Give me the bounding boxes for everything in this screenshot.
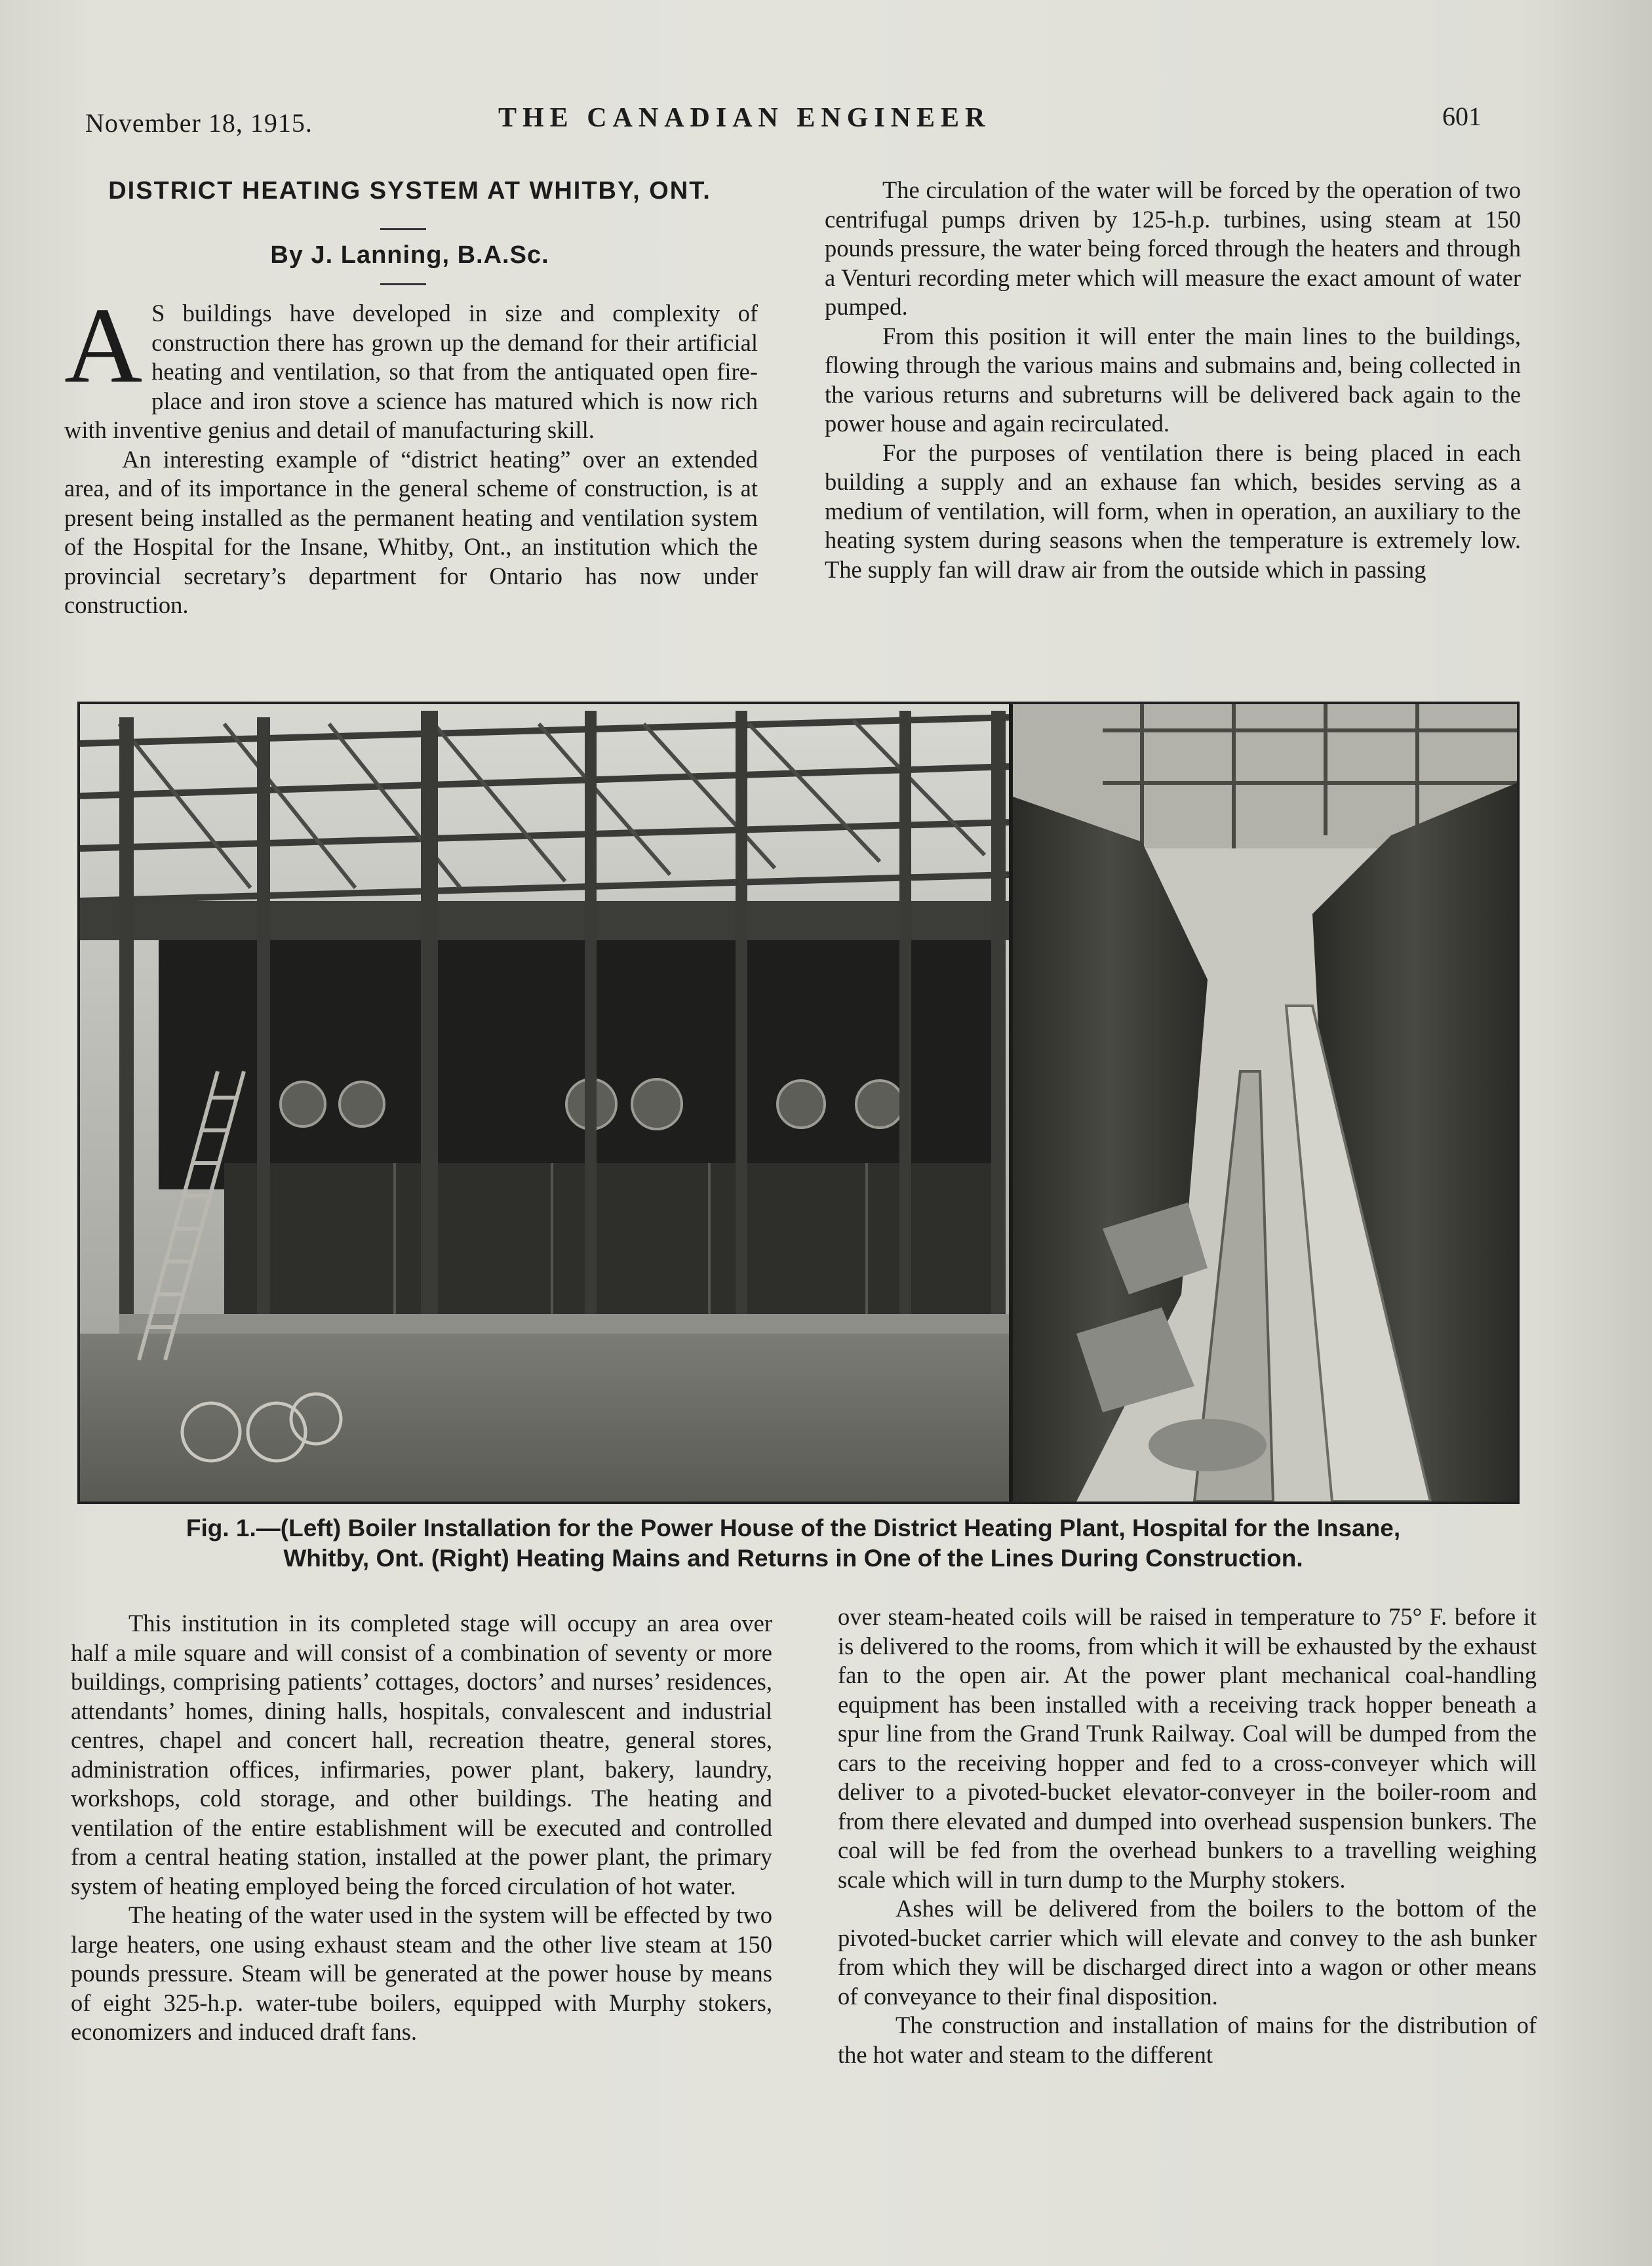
lower-right-paragraph-3: The construction and installation of mains for the distribution of the hot water and steam to the different [838, 2012, 1537, 2068]
drop-cap: A [64, 285, 143, 405]
page-number: 601 [1442, 102, 1482, 131]
right-top-column [825, 176, 1521, 584]
running-head [85, 98, 1495, 144]
intro-paragraph-2: An interesting example of “district heating” over an extended area, and of its importance in the general scheme of construction, is at present being installed as the permanent heating and ventilation system of the Hospital for the Insane, Whitby, Ont., an institution which the provincial secretary’s department for Ontario has now under construction. [64, 445, 758, 618]
article-title: DISTRICT HEATING SYSTEM AT WHITBY, ONT. [108, 177, 711, 205]
byline: By J. Lanning, B.A.Sc. [270, 241, 549, 269]
title-rule [380, 228, 426, 230]
byline-rule [380, 283, 426, 285]
journal-title: THE CANADIAN ENGINEER [498, 103, 991, 133]
boiler-and-trench-photo [80, 704, 1517, 1501]
lower-right-column [838, 1602, 1537, 2069]
issue-date: November 18, 1915. [85, 108, 313, 138]
lower-right-paragraph-1: over steam-heated coils will be raised in temperature to 75° F. before it is delivered to the rooms, from which it will be exhausted by the exhaust fan to the open air. At the power plant mechanical coal-handling equipment has been installed with a receiving track hopper beneath a spur line from the Grand Trunk Railway. Coal will be dumped from the cars to the receiving hopper and fed to a cross-conveyer which will deliver to a pivoted-bucket elevator-conveyer in the boiler-room and from there elevated and dumped into overhead suspension bunkers. The coal will be fed from the overhead bunkers to a travelling weighing scale which will in turn dump to the Murphy stokers. [838, 1603, 1537, 1893]
lower-left-column [71, 1609, 772, 2047]
figure-caption-line-2: Whitby, Ont. (Right) Heating Mains and Returns in One of the Lines During Construction. [283, 1545, 1303, 1572]
figure-photograph [77, 702, 1520, 1504]
lower-right-paragraph-2: Ashes will be delivered from the boilers to the bottom of the pivoted-bucket carrier which will elevate and convey to the ash bunker from which they will be discharged direct into a wagon or other means of conveyance to their final disposition. [838, 1895, 1537, 2010]
lower-left-paragraph-1: This institution in its completed stage will occupy an area over half a mile square and will consist of a combination of seventy or more buildings, comprising patients’ cottages, doctors’ and nurses’ residences, attendants’ homes, dining halls, hospitals, convalescent and industrial centres, chapel and concert hall, recreation theatre, general stores, administration offices, infirmaries, power plant, bakery, laundry, workshops, cold storage, and other buildings. The heating and ventilation of the entire establishment will be executed and controlled from a central heating station, installed at the power plant, the primary system of heating employed being the forced circulation of hot water. [71, 1610, 772, 1899]
intro-paragraph-1: A S buildings have developed in size and complexity of construction there has grown up the demand for their artificial heating and ventilation, so that from the antiquated open fire-place and iron stove a science has matured which is now rich with inventive genius and detail of manufacturing skill. [64, 285, 758, 443]
right-paragraph-2: From this position it will enter the main lines to the buildings, flowing through the various mains and submains and, being collected in the various returns and subreturns will be delivered back again to the power house and again recirculated. [825, 322, 1521, 437]
figure-caption [79, 1513, 1508, 1574]
right-paragraph-3: For the purposes of ventilation there is being placed in each building a supply and an exhause fan which, besides serving as a medium of ventilation, will form, when in operation, an auxiliary to the heating system during seasons when the temperature is extremely low. The supply fan will draw air from the outside which in passing [825, 439, 1521, 583]
intro-column [64, 285, 758, 620]
figure-caption-line-1: Fig. 1.—(Left) Boiler Installation for the Power House of the District Heating Plant, Hospital for the Insane, [186, 1515, 1401, 1541]
right-paragraph-1: The circulation of the water will be forced by the operation of two centrifugal pumps driven by 125-h.p. turbines, using steam at 150 pounds pressure, the water being forced through the heaters and through a Venturi recording meter which will measure the exact amount of water pumped. [825, 176, 1521, 320]
lower-left-paragraph-2: The heating of the water used in the system will be effected by two large heaters, one using exhaust steam and the other live steam at 150 pounds pressure. Steam will be generated at the power house by means of eight 325-h.p. water-tube boilers, equipped with Murphy stokers, economizers and induced draft fans. [71, 1901, 772, 2045]
